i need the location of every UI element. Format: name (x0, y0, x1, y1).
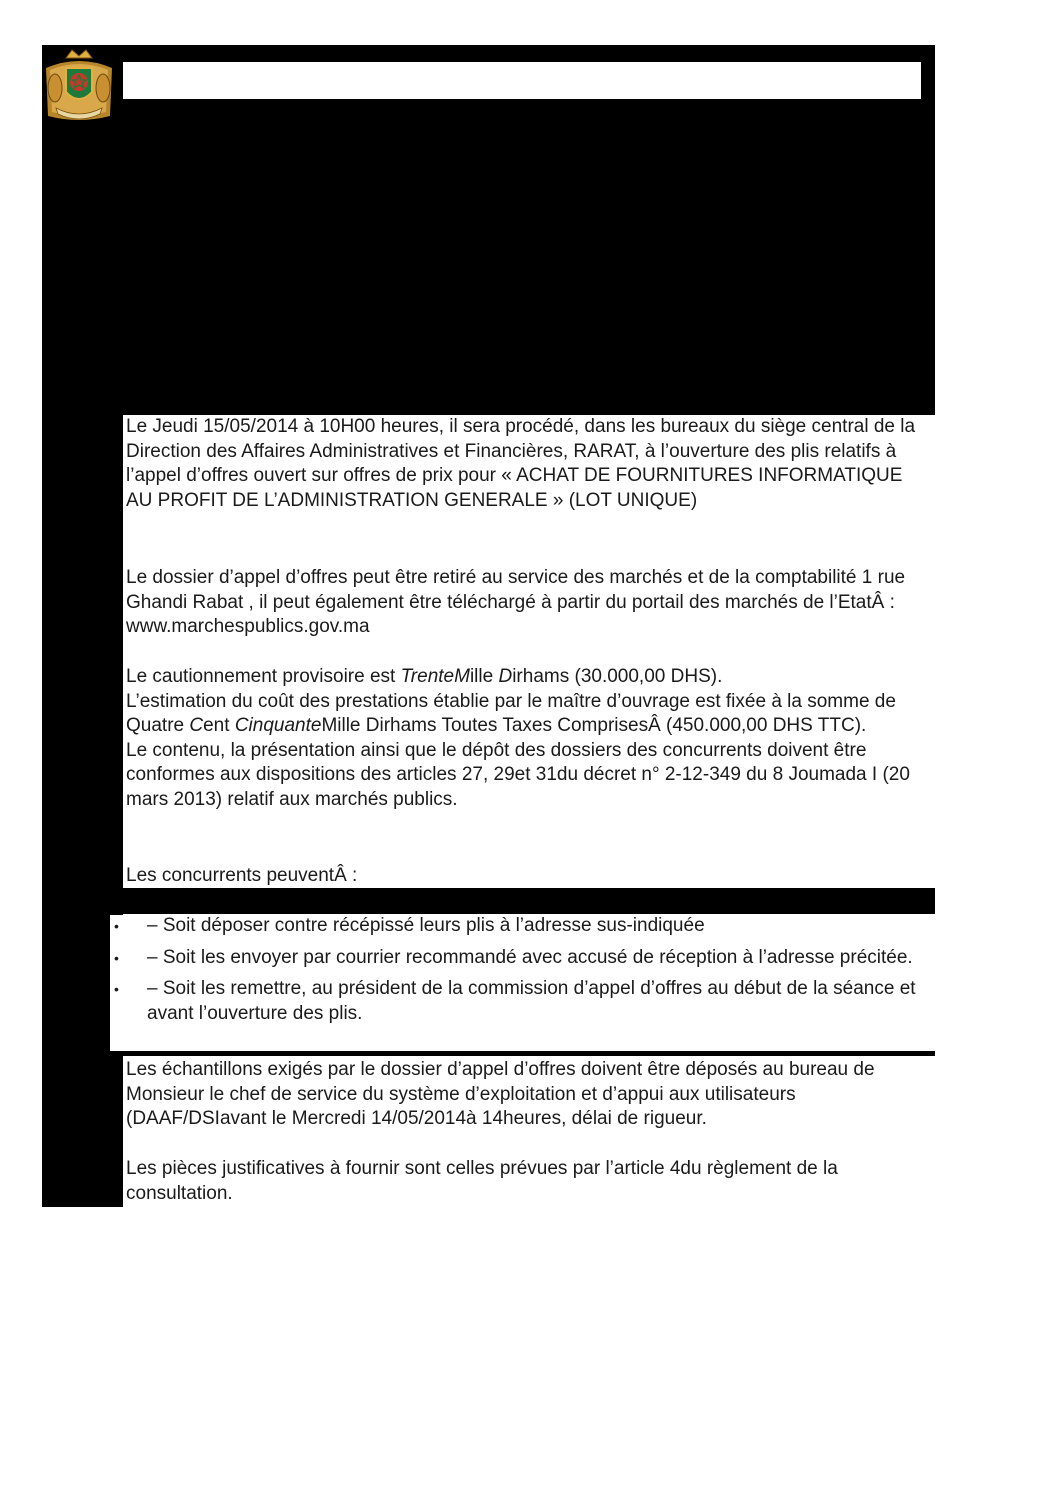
list-item: • – Soit déposer contre récépissé leurs plis à l’adresse sus-indiquée (110, 914, 935, 939)
bullet-icon: • (114, 949, 119, 966)
list-item: • – Soit les remettre, au président de la commission d’appel d’offres au début de la séance et avant l’ouverture des plis. (114, 978, 916, 1024)
list-item: • – Soit les envoyer par courrier recommandé avec accusé de réception à l’adresse précitée. (110, 946, 935, 971)
redaction-left-margin-lower (42, 1054, 123, 1207)
paragraph-dossier-retrieval: Le dossier d’appel d’offres peut être retiré au service des marchés et de la comptabilité 1 rue Ghandi Rabat , il peut également être téléchargé à partir du portail des marchés de l’EtatÂ : www.marchespublics.gov.ma (126, 567, 906, 637)
redaction-list-bottom-rule (110, 1051, 935, 1056)
bullet-icon: • (114, 918, 119, 934)
paragraph-supporting-documents: Les pièces justificatives à fournir sont celles prévues par l’article 4du règlement de la consultation. (126, 1158, 838, 1204)
paragraph-samples: Les échantillons exigés par le dossier d’appel d’offres doivent être déposés au bureau de Monsieur le chef de service du système d’exploitation et d’appui aux utilisateurs (DAAF/DSIavant le Mercredi 14/05/2014à 14heures, délai de rigueur. (126, 1059, 875, 1129)
paragraph-concurrents-intro: Les concurrents peuventÂ : (126, 865, 358, 886)
submission-options-list (110, 914, 935, 1026)
coat-of-arms-emblem (42, 46, 116, 126)
caution-line: Le cautionnement provisoire est TrenteMille Dirhams (30.000,00 DHS). (126, 666, 723, 687)
redaction-header (42, 45, 935, 415)
paragraph-opening-notice: Le Jeudi 15/05/2014 à 10H00 heures, il sera procédé, dans les bureaux du siège central de la Direction des Affaires Administratives et Financières, RARAT, à l’ouverture des plis relatifs à l’appel d’offres ouvert sur offres de prix pour « ACHAT DE FOURNITURES INFORMATIQUE AU PROFIT DE L’ADMINISTRATION GENERALE » (LOT UNIQUE) (126, 416, 916, 511)
redaction-list-left (42, 914, 110, 1054)
redaction-list-bar (42, 888, 935, 914)
estimation-line: L’estimation du coût des prestations établie par le maître d’ouvrage est fixée à la somme de Quatre Cent CinquanteMille Dirhams Toutes Taxes ComprisesÂ (450.000,00 DHS TTC). (126, 690, 896, 736)
redaction-left-margin (42, 415, 123, 915)
header-title-box (123, 62, 921, 99)
paragraph-financial-terms (126, 665, 931, 812)
content-line: Le contenu, la présentation ainsi que le dépôt des dossiers des concurrents doivent être conformes aux dispositions des articles 27, 29et 31du décret n° 2-12-349 du 8 Joumada I (20 mars 2013) relatif aux marchés publics. (126, 739, 910, 810)
bullet-icon: • (114, 981, 119, 997)
